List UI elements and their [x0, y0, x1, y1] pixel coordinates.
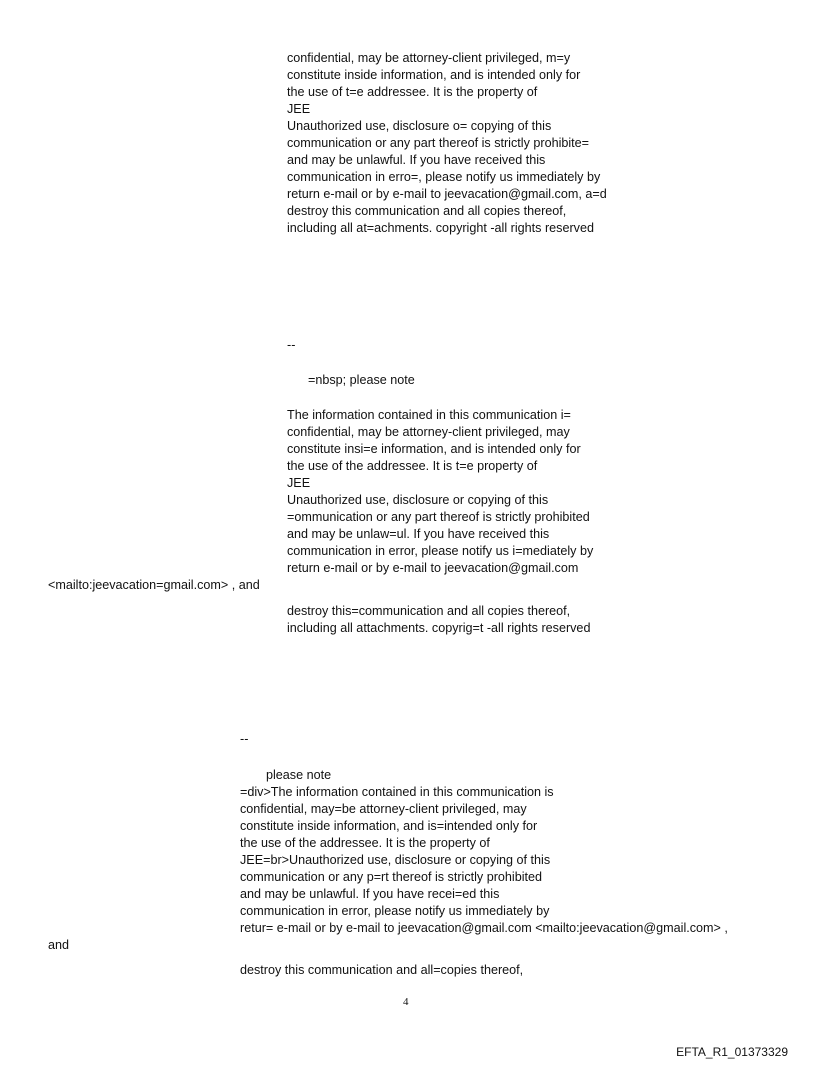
text-line: communication or any p=rt thereof is strictly prohibited — [240, 870, 543, 884]
text-line: constitute insi=e information, and is intended only for — [287, 442, 581, 456]
text-line: destroy this communication and all copies thereof, — [287, 204, 567, 218]
bates-number: EFTA_R1_01373329 — [676, 1045, 788, 1059]
text-line: the use of t=e addressee. It is the property of — [287, 85, 538, 99]
text-line: communication or any part thereof is strictly prohibite= — [287, 136, 590, 150]
separator: -- — [240, 732, 249, 746]
separator: -- — [287, 338, 296, 352]
and-line: and — [48, 938, 70, 952]
text-line: and may be unlaw=ul. If you have received this — [287, 527, 550, 541]
text-line: destroy this communication and all=copies thereof, — [240, 963, 524, 977]
page-number: 4 — [403, 996, 409, 1008]
text-line: JEE=br>Unauthorized use, disclosure or copying of this — [240, 853, 551, 867]
text-line: communication in error, please notify us i=mediately by — [287, 544, 594, 558]
text-line: return e-mail or by e-mail to jeevacation@gmail.com, a=d — [287, 187, 607, 201]
text-line: retur= e-mail or by e-mail to jeevacation@gmail.com <mailto:jeevacation@gmail.com> , — [240, 921, 728, 935]
text-line: destroy this=communication and all copies thereof, — [287, 604, 571, 618]
text-line: and may be unlawful. If you have recei=ed this — [240, 887, 500, 901]
text-line: Unauthorized use, disclosure o= copying of this — [287, 119, 552, 133]
text-line: including all attachments. copyrig=t -all rights reserved — [287, 621, 591, 635]
text-line: the use of the addressee. It is t=e property of — [287, 459, 538, 473]
text-line: including all at=achments. copyright -all rights reserved — [287, 221, 594, 235]
text-line: =div>The information contained in this communication is — [240, 785, 554, 799]
text-line: confidential, may=be attorney-client privileged, may — [240, 802, 527, 816]
text-line: confidential, may be attorney-client privileged, may — [287, 425, 570, 439]
text-line: communication in error, please notify us immediately by — [240, 904, 550, 918]
text-line: JEE — [287, 102, 311, 116]
text-line: The information contained in this communication i= — [287, 408, 571, 422]
text-line: =ommunication or any part thereof is strictly prohibited — [287, 510, 590, 524]
text-line: and may be unlawful. If you have received this — [287, 153, 546, 167]
text-line: the use of the addressee. It is the property of — [240, 836, 490, 850]
text-line: communication in erro=, please notify us immediately by — [287, 170, 601, 184]
note-heading: =nbsp; please note — [308, 373, 415, 387]
mailto-line: <mailto:jeevacation=gmail.com> , and — [48, 578, 260, 592]
note-heading: please note — [266, 768, 332, 782]
text-line: constitute inside information, and is=intended only for — [240, 819, 538, 833]
text-line: confidential, may be attorney-client privileged, m=y — [287, 51, 571, 65]
text-line: Unauthorized use, disclosure or copying of this — [287, 493, 549, 507]
text-line: JEE — [287, 476, 311, 490]
text-line: return e-mail or by e-mail to jeevacation@gmail.com — [287, 561, 579, 575]
text-line: constitute inside information, and is intended only for — [287, 68, 581, 82]
